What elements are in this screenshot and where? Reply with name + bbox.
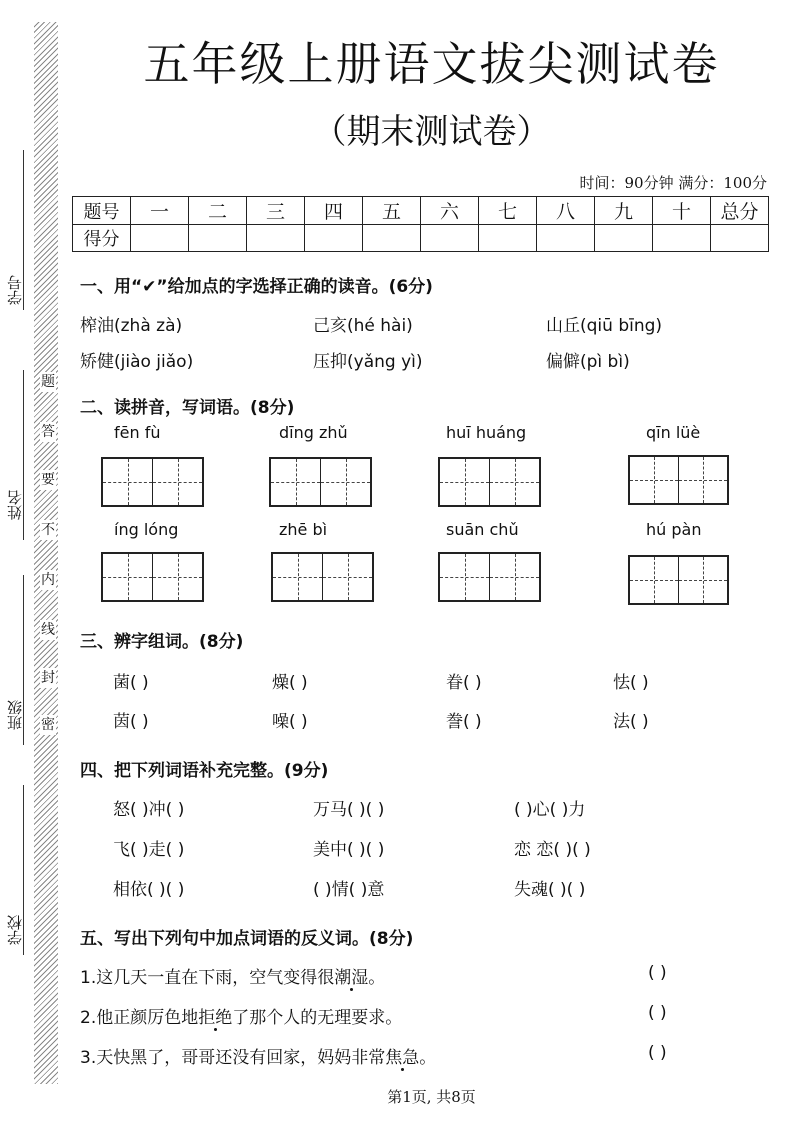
s1-item: 山丘(qiū bīng) [546, 316, 663, 336]
s1-item: 榨油(zhà zà) [80, 316, 183, 336]
s4-item: 怒( )冲( ) [113, 800, 185, 820]
writing-grid[interactable] [101, 457, 204, 507]
s3-item: 誊( ) [446, 712, 482, 732]
score-value-row [73, 225, 769, 252]
s3-item: 茵( ) [113, 712, 149, 732]
score-header-cell: 八 [537, 197, 595, 225]
s4-item: ( )心( )力 [514, 800, 586, 820]
dotted-word: 拒绝 [198, 1008, 233, 1028]
score-header-cell: 总分 [711, 197, 769, 225]
pinyin-label: hú pàn [646, 520, 702, 539]
score-header-cell: 六 [421, 197, 479, 225]
s4-item: ( )情( )意 [313, 880, 385, 900]
s4-item: 美中( )( ) [313, 840, 385, 860]
pinyin-label: qīn lüè [646, 423, 701, 442]
score-header-cell: 九 [595, 197, 653, 225]
writing-grid[interactable] [269, 457, 372, 507]
label-name: 姓名 [6, 490, 24, 520]
score-header-cell: 七 [479, 197, 537, 225]
section-3-title: 三、辨字组词。(8分) [80, 632, 244, 652]
answer-blank[interactable]: ( ) [648, 963, 667, 983]
page-title: 五年级上册语文拔尖测试卷 [143, 37, 720, 91]
s1-item: 偏僻(pì bì) [546, 352, 630, 372]
pinyin-label: huī huáng [446, 423, 527, 442]
s5-sentence: 1.这几天一直在下雨，空气变得很潮湿。 [80, 968, 386, 988]
score-header-cell: 三 [247, 197, 305, 225]
score-input-cell[interactable] [711, 225, 769, 252]
section-1-title: 一、用“✔”给加点的字选择正确的读音。(6分) [80, 277, 433, 297]
section-4-title: 四、把下列词语补充完整。(9分) [80, 761, 329, 781]
writing-grid[interactable] [438, 552, 541, 602]
time-score-info: 时间：90分钟 满分：100分 [579, 174, 767, 192]
s4-item: 万马( )( ) [313, 800, 385, 820]
page-subtitle: （期末测试卷） [312, 112, 551, 152]
writing-grid[interactable] [628, 555, 729, 605]
label-school: 学校 [6, 915, 24, 945]
section-2-title: 二、读拼音，写词语。(8分) [80, 398, 295, 418]
score-input-cell[interactable] [305, 225, 363, 252]
pinyin-label: fēn fù [114, 423, 161, 442]
s3-item: 法( ) [613, 712, 649, 732]
writing-grid[interactable] [271, 552, 374, 602]
label-student-id: 学号 [6, 275, 24, 305]
dotted-word: 潮湿 [334, 968, 369, 988]
label-class: 班级 [6, 700, 24, 730]
pinyin-label: íng lóng [114, 520, 179, 539]
score-input-cell[interactable] [653, 225, 711, 252]
pinyin-label: suān chǔ [446, 520, 519, 539]
s4-item: 失魂( )( ) [514, 880, 586, 900]
score-header-cell: 一 [131, 197, 189, 225]
writing-grid[interactable] [101, 552, 204, 602]
s3-item: 燥( ) [272, 673, 308, 693]
score-input-cell[interactable] [131, 225, 189, 252]
s3-item: 噪( ) [272, 712, 308, 732]
warning-char: 题 [41, 374, 55, 390]
pinyin-label: dīng zhǔ [279, 423, 348, 442]
score-input-cell[interactable] [537, 225, 595, 252]
warning-char: 答 [41, 424, 55, 440]
writing-grid[interactable] [438, 457, 541, 507]
s5-sentence: 2.他正颜厉色地拒绝了那个人的无理要求。 [80, 1008, 403, 1028]
answer-blank[interactable]: ( ) [648, 1043, 667, 1063]
warning-char: 密 [41, 717, 55, 733]
warning-char: 封 [41, 670, 55, 686]
score-header-cell: 五 [363, 197, 421, 225]
s1-item: 己亥(hé hài) [313, 316, 413, 336]
score-input-cell[interactable] [595, 225, 653, 252]
score-table [72, 196, 769, 252]
section-5-title: 五、写出下列句中加点词语的反义词。(8分) [80, 929, 414, 949]
score-header-cell: 十 [653, 197, 711, 225]
s4-item: 恋 恋( )( ) [514, 840, 591, 860]
s1-item: 压抑(yǎng yì) [313, 352, 423, 372]
s1-item: 矫健(jiào jiǎo) [80, 352, 194, 372]
page-footer: 第1页, 共8页 [387, 1088, 476, 1106]
score-input-cell[interactable] [479, 225, 537, 252]
binding-strip [0, 0, 70, 1122]
s3-item: 眷( ) [446, 673, 482, 693]
s3-item: 菌( ) [113, 673, 149, 693]
answer-blank[interactable]: ( ) [648, 1003, 667, 1023]
s4-item: 相依( )( ) [113, 880, 185, 900]
score-input-cell[interactable] [189, 225, 247, 252]
score-header-cell: 四 [305, 197, 363, 225]
warning-char: 不 [41, 522, 55, 538]
warning-char: 线 [41, 622, 55, 638]
dotted-word: 焦急 [385, 1048, 420, 1068]
writing-grid[interactable] [628, 455, 729, 505]
score-header-cell: 二 [189, 197, 247, 225]
score-input-cell[interactable] [247, 225, 305, 252]
score-row-label: 得分 [73, 225, 131, 252]
s3-item: 怯( ) [613, 673, 649, 693]
s4-item: 飞( )走( ) [113, 840, 185, 860]
hatch-border [34, 22, 58, 1084]
score-header-cell: 题号 [73, 197, 131, 225]
score-input-cell[interactable] [363, 225, 421, 252]
score-input-cell[interactable] [421, 225, 479, 252]
warning-char: 要 [41, 472, 55, 488]
pinyin-label: zhē bì [279, 520, 328, 539]
s5-sentence: 3.天快黑了，哥哥还没有回家，妈妈非常焦急。 [80, 1048, 437, 1068]
warning-char: 内 [41, 572, 55, 588]
score-header-row [73, 197, 769, 225]
